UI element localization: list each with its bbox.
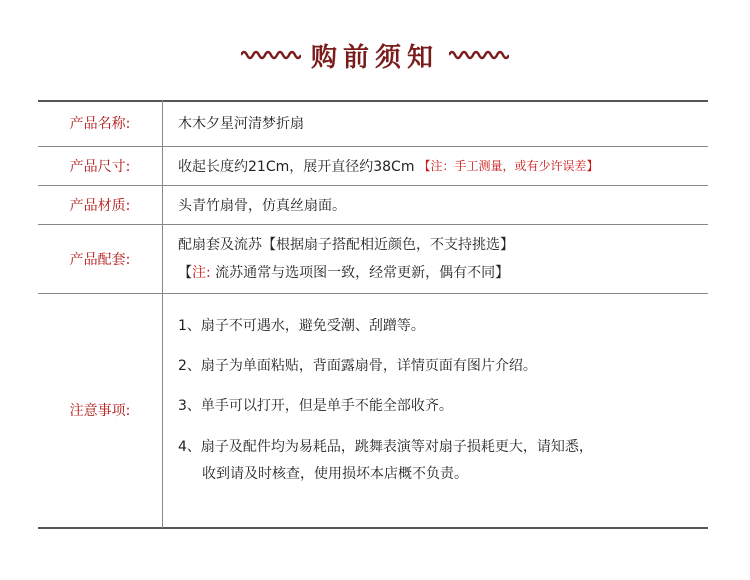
product-material-label: 产品材质: [69,197,131,214]
product-name-value: 木木夕星河清梦折扇 [178,116,304,132]
accessory-note-open-bracket: 【 [178,264,192,281]
notice-item-3: 3、单手可以打开，但是单手不能全部收齐。 [178,398,453,414]
notice-item-1: 1、扇子不可遇水，避免受潮、刮蹭等。 [178,318,425,334]
product-accessory-label: 产品配套: [69,251,131,268]
product-accessory-cell [178,224,708,293]
product-material-value: 头青竹扇骨，仿真丝扇面。 [178,197,346,214]
notice-item-2: 2、扇子为单面粘贴，背面露扇骨，详情页面有图片介绍。 [178,358,537,374]
product-size-cell [178,146,708,185]
product-size-value: 收起长度约21Cm，展开直径约38Cm [178,158,415,175]
accessory-line-1: 配扇套及流苏【根据扇子搭配相近颜色，不支持挑选】 [178,236,514,253]
product-size-note: 【注：手工测量，或有少许误差】 [418,159,599,173]
page-title-row [0,30,750,80]
notice-item-4-continued: 收到请及时核查，使用损坏本店概不负责。 [202,466,468,482]
left-wave-ornament [241,48,301,62]
column-divider [162,100,163,528]
right-wave-ornament [449,48,509,62]
page-title: 购前须知 [310,42,439,73]
accessory-note-label: 注: [192,264,211,281]
accessory-note-text: 流苏通常与选项图一致，经常更新，偶有不同】 [210,264,510,281]
notice-label: 注意事项: [69,403,131,419]
accessory-line-2 [178,259,509,287]
product-name-label: 产品名称: [69,116,131,132]
notice-item-4: 4、扇子及配件均为易耗品，跳舞表演等对扇子损耗更大，请知悉， [178,439,593,455]
product-size-label: 产品尺寸: [69,158,131,175]
table-bottom-rule [38,527,708,529]
